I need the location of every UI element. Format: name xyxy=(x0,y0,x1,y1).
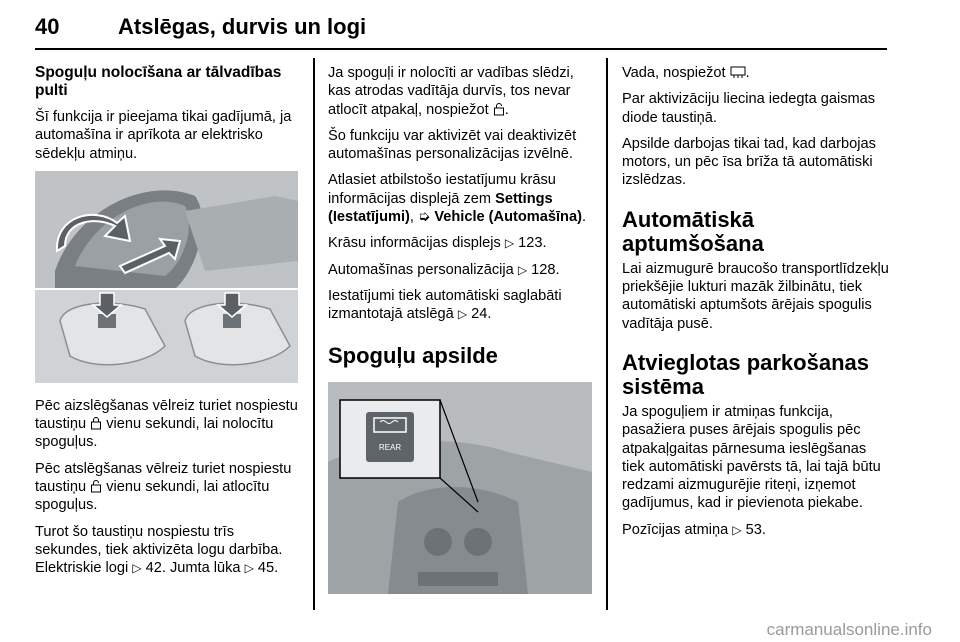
paragraph: Turot šo taustiņu nospiestu trīs sekundes, tiek aktivizēta logu darbība. Elektriskie logi ▷ 42. Jumta lūka ▷ 45. xyxy=(35,523,283,577)
rear-defrost-icon xyxy=(730,65,746,79)
page-ref-arrow-icon: ▷ xyxy=(457,307,468,322)
column-2 xyxy=(328,64,596,594)
mirror-fold-illustration xyxy=(35,171,298,383)
paragraph: Pozīcijas atmiņa ▷ 53. xyxy=(622,521,766,538)
paragraph: Lai aizmugurē braucošo transportlīdzekļu priekšējie lukturi mazāk žilbinātu, tiek automātiski aptumšots ārējais spogulis vadītāja pusē. xyxy=(622,260,889,332)
menu-arrow-icon: ➭ xyxy=(418,209,431,226)
paragraph: Šī funkcija ir pieejama tikai gadījumā, ja automašīna ir aprīkota ar elektrisko sēdekļu atmiņu. xyxy=(35,109,292,162)
column-divider-1 xyxy=(313,58,315,610)
section-heading-auto-dimming: Automātiskā aptumšošana xyxy=(622,206,764,256)
page-ref-arrow-icon: ▷ xyxy=(244,561,254,576)
paragraph: Automašīnas personalizācija ▷ 128. xyxy=(328,261,560,278)
column-divider-2 xyxy=(606,58,608,610)
menu-settings: Settings (Iestatījumi) xyxy=(328,190,553,226)
watermark: carmanualsonline.info xyxy=(766,620,932,639)
paragraph: Ja spoguļi ir nolocīti ar vadības slēdzi, kas atrodas vadītāja durvīs, tos nevar atlocīt atpakaļ, nospiežot . xyxy=(328,65,574,118)
paragraph: Šo funkciju var aktivizēt vai deaktivizēt automašīnas personalizācijas izvēlnē. xyxy=(328,127,577,163)
section-heading-mirror-folding: Spoguļu nolocīšana ar tālvadības pulti xyxy=(35,64,282,99)
page-ref-arrow-icon: ▷ xyxy=(132,561,142,576)
paragraph: Pēc aizslēgšanas vēlreiz turiet nospiestu taustiņu vienu sekundi, lai nolocītu spoguļus. xyxy=(35,397,298,451)
rear-label: REAR xyxy=(378,442,402,452)
paragraph: Par aktivizāciju liecina iedegta gaismas diode taustiņā. xyxy=(622,91,876,126)
paragraph: Atlasiet atbilstošo iestatījumu krāsu informācijas displejā zem Settings (Iestatījumi), ➭ Vehicle (Automašīna). xyxy=(328,172,586,226)
page-title: Atslēgas, durvis un logi xyxy=(118,14,367,39)
page-ref-arrow-icon: ▷ xyxy=(517,262,528,277)
section-heading-mirror-heating: Spoguļu apsilde xyxy=(328,342,498,368)
paragraph: Ja spoguļiem ir atmiņas funkcija, pasažiera puses ārējais spogulis pēc atpakaļgaitas pārnesuma ieslēgšanas tiek automātiski pavērsts tā, lai tajā būtu redzami aizmugurējie riteņi, izņemot gadījumus, kad ir pievienota piekabe. xyxy=(622,403,881,512)
page-ref-arrow-icon: ▷ xyxy=(732,522,742,537)
header-rule xyxy=(35,48,887,50)
column-1 xyxy=(35,64,300,586)
rear-heating-button-illustration xyxy=(328,382,592,594)
lock-icon xyxy=(90,416,102,430)
page-ref-arrow-icon: ▷ xyxy=(504,236,515,251)
paragraph: Krāsu informācijas displejs ▷ 123. xyxy=(328,235,547,252)
unlock-icon xyxy=(493,102,505,116)
section-heading-parking-assist: Atvieglotas parkošanas sistēma xyxy=(622,349,869,399)
page-number: 40 xyxy=(35,14,60,39)
paragraph: Apsilde darbojas tikai tad, kad darbojas motors, un pēc īsa brīža tā automātiski izslēdzas. xyxy=(622,135,876,189)
paragraph: Pēc atslēgšanas vēlreiz turiet nospiestu taustiņu vienu sekundi, lai atlocītu spoguļus. xyxy=(35,460,292,514)
column-3 xyxy=(622,64,890,547)
paragraph: Iestatījumi tiek automātiski saglabāti izmantotajā atslēgā ▷ 24. xyxy=(328,287,562,323)
page-header xyxy=(35,8,897,48)
unlock-icon xyxy=(90,479,102,493)
paragraph: Vada, nospiežot . xyxy=(622,65,750,81)
menu-vehicle: Vehicle (Automašīna) xyxy=(434,209,582,226)
